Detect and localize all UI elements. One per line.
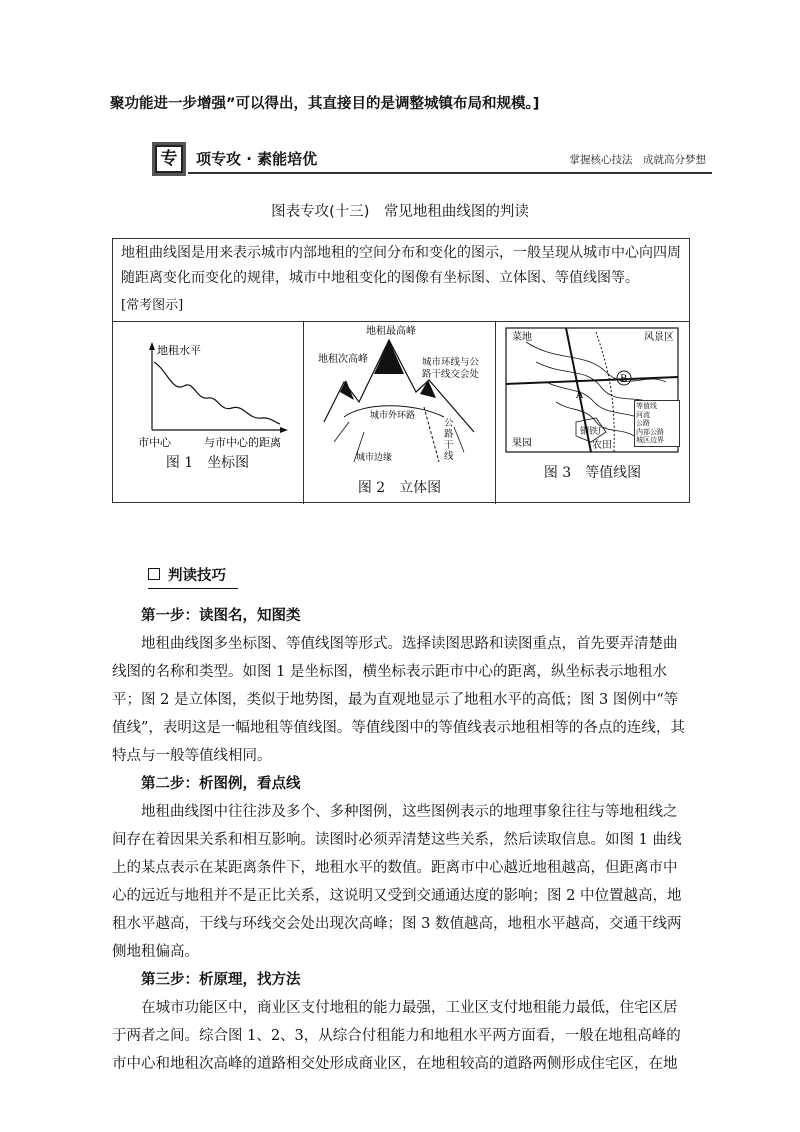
intro-text: 地租曲线图是用来表示城市内部地租的空间分布和变化的图示，一般呈现从城市中心向四周随距离变化而变化的规律，城市中地租变化的图像有坐标图、立体图、等值线图等。 <box>121 245 681 286</box>
figure-1-graph <box>112 322 303 462</box>
figure-2-graph <box>304 322 495 472</box>
skills-underline <box>148 588 238 589</box>
skills-heading-text: 判读技巧 <box>168 568 226 584</box>
fig2-highway <box>424 407 439 462</box>
fig1-rent-curve <box>154 362 280 424</box>
fig3-contour-3 <box>546 382 646 422</box>
fig3-vegetable: 菜地 <box>512 332 532 343</box>
fig3-point-a: A <box>576 390 584 401</box>
figure-panel <box>112 321 690 504</box>
step-3-body: 在城市功能区中，商业区支付地租的能力最强，工业区支付地租能力最低，住宅区居于两者之间。综合图 1、2、3，从综合付租能力和地租水平两方面看，一般在地租高峰的市中心和地租次高峰的道路相交处形成商业区，在地租较高的道路两侧形成住宅区，在地 <box>112 1000 681 1072</box>
fig2-secondary-peak-left <box>340 380 354 400</box>
intro-box <box>112 238 690 503</box>
step-2-body: 地租曲线图中往往涉及多个、多种图例，这些图例表示的地理事象往往与等地租线之间存在着因果关系和相互影响。读图时必须弄清楚这些关系，然后读取信息。如图 1 曲线上的某点表示在某距离条件下，地租水平的数值。距离市中心越近地租越高，但距离市中心的远近与地租并不是正比关系，这说明又受到交通通达度的影响；图 2 中位置越高，地租水平越高，干线与环线交会处出现次高峰；图 3 数值越高，地租水平越高，交通干线两侧地租偏高。 <box>112 804 682 960</box>
banner-rule <box>188 172 712 174</box>
figure-3 <box>496 322 689 504</box>
banner-title: 项专攻 · 素能培优 <box>196 150 318 168</box>
fig2-secondary-label: 地租次高峰 <box>318 354 368 365</box>
fig3-legend <box>634 400 680 447</box>
fig3-point-b: B <box>620 374 628 385</box>
fig3-legend-item: 河流 <box>636 410 650 419</box>
step-2-heading: 第二步：析图例，看点线 <box>141 776 301 792</box>
step-1-heading: 第一步：读图名，知图类 <box>141 608 301 624</box>
fig2-secondary-peak-right <box>420 380 436 398</box>
fig3-legend-item: 城区边界 <box>636 436 664 444</box>
figure-2-caption: 图 2 立体图 <box>357 480 442 496</box>
fig2-edge-label: 城市边缘 <box>356 453 393 463</box>
fig2-junction-label: 城市环线与公路干线交会处 <box>422 357 480 380</box>
fig3-steel: 钢铁厂 <box>580 427 608 437</box>
fig1-x-arrow <box>280 427 288 433</box>
fig3-legend-item: 内部公路 <box>636 427 664 436</box>
fig2-road-label: 公路干线 <box>444 418 454 462</box>
fig3-orchard: 果园 <box>512 438 532 449</box>
fig3-legend-item: 公路 <box>636 419 650 427</box>
figure-1 <box>112 322 303 504</box>
banner-badge: 专 <box>155 145 183 173</box>
fig3-scenic: 风景区 <box>644 332 674 343</box>
fig3-legend-item: 等值线 <box>636 402 657 410</box>
figure-2 <box>304 322 495 504</box>
figure-3-caption: 图 3 等值线图 <box>543 465 642 481</box>
fig1-y-arrow <box>149 342 155 350</box>
steps-section <box>112 602 688 1078</box>
figure-1-caption: 图 1 坐标图 <box>165 455 250 471</box>
banner-slogan: 掌握核心技法 成就高分梦想 <box>569 154 706 166</box>
fig2-peak-label: 地租最高峰 <box>366 326 416 337</box>
section-banner <box>152 142 712 178</box>
fig2-ring-label: 城市外环路 <box>370 411 416 421</box>
fig1-origin: 市中心 <box>138 436 171 449</box>
skills-icon <box>148 568 160 580</box>
fig1-xlabel: 与市中心的距离 <box>204 436 281 449</box>
fig3-farmland: 农田 <box>592 440 612 451</box>
fig3-highway-h <box>506 377 678 384</box>
step-1-body: 地租曲线图多坐标图、等值线图等形式。选择读图思路和读图重点，首先要弄清楚曲线图的名称和类型。如图 1 是坐标图，横坐标表示距市中心的距离，纵坐标表示地租水平；图 2 是立体图，类似于地势图，最为直观地显示了地租水平的高低；图 3 图例中“等值线”，表明这是一幅地租等值线图。等值线图中的等值线表示地租相等的各点的连线，其特点与一般等值线相同。 <box>112 636 685 764</box>
fig2-main-peak <box>374 340 404 374</box>
step-3-heading: 第三步：析原理，找方法 <box>141 972 301 988</box>
fig3-contour-1 <box>526 342 666 382</box>
continuation-text: 聚功能进一步增强”可以得出，其直接目的是调整城镇布局和规模。] <box>110 96 540 112</box>
topic-title: 图表专攻(十三) 常见地租曲线图的判读 <box>271 204 529 220</box>
intro-tag: [常考图示] <box>121 298 184 313</box>
fig1-ylabel: 地租水平 <box>157 344 201 357</box>
